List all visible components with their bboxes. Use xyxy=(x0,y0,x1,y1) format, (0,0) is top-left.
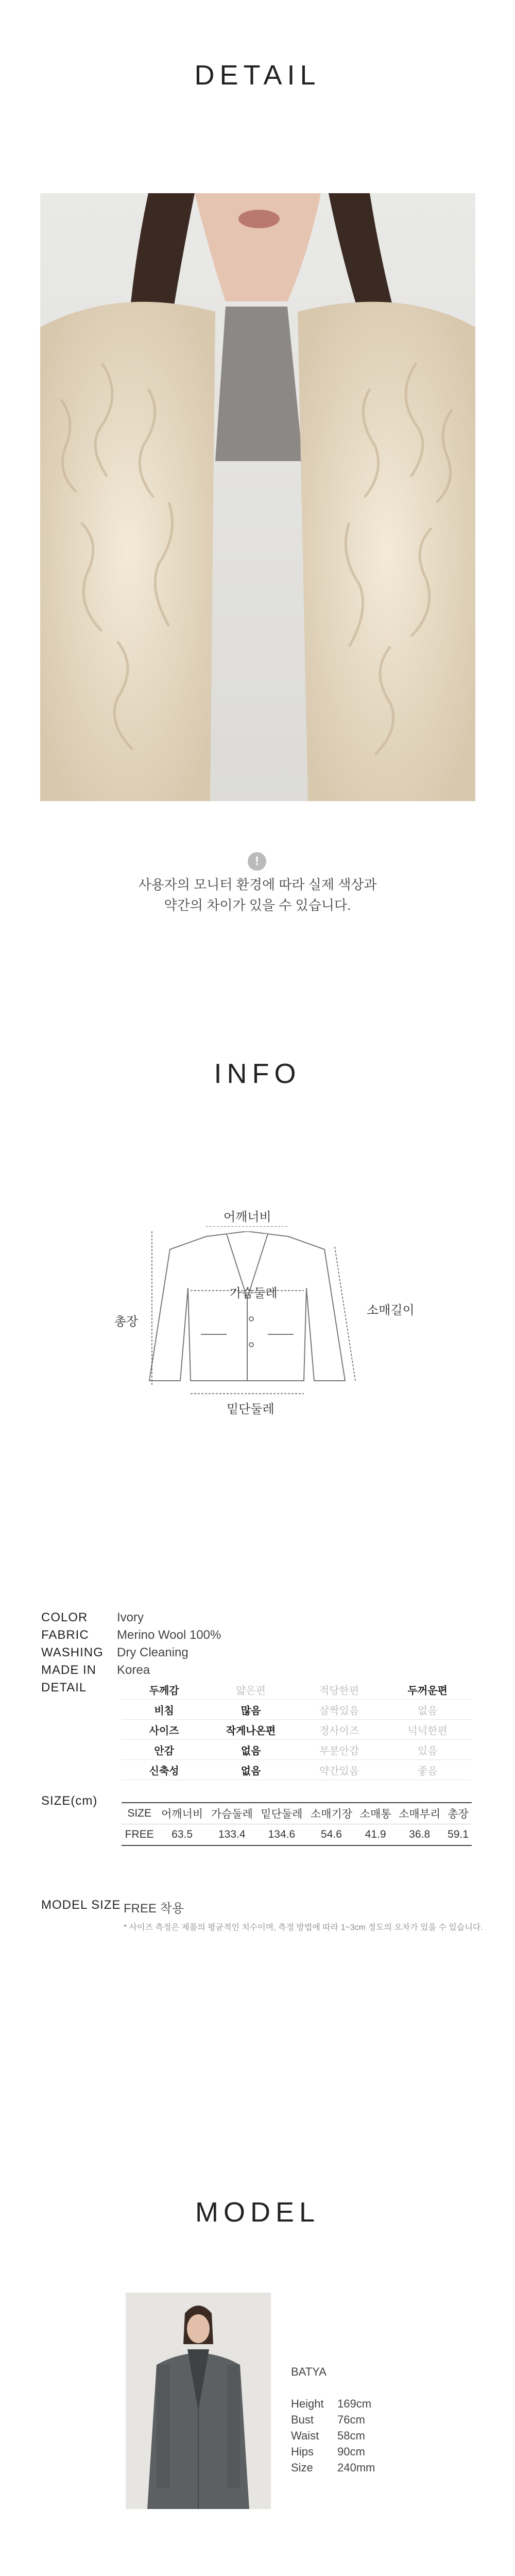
model-title: MODEL xyxy=(195,2197,320,2228)
model-stat-key: Hips xyxy=(291,2445,314,2458)
size-table xyxy=(122,1802,472,1846)
detail-photo xyxy=(40,193,475,801)
detail-row xyxy=(122,1720,472,1740)
detail-option: 넉넉한편 xyxy=(383,1720,472,1740)
spec-key-color: COLOR xyxy=(41,1611,88,1624)
info-title: INFO xyxy=(214,1058,301,1089)
detail-title: DETAIL xyxy=(194,60,321,91)
spec-value-madein: Korea xyxy=(117,1663,150,1677)
size-header-cell: 어깨너비 xyxy=(157,1803,207,1824)
spec-key-madein: MADE IN xyxy=(41,1663,97,1677)
detail-note-line2: 약간의 차이가 있을 수 있습니다. xyxy=(164,897,351,913)
spec-value-fabric: Merino Wool 100% xyxy=(117,1628,221,1642)
model-stat-key: Bust xyxy=(291,2413,314,2426)
size-header-cell: 소매통 xyxy=(356,1803,395,1824)
detail-option: 있음 xyxy=(383,1740,472,1760)
sleeve-label: 소매길이 xyxy=(367,1303,415,1317)
measure-lines xyxy=(0,1226,515,1396)
size-cell: 36.8 xyxy=(394,1824,444,1846)
detail-row-label: 신축성 xyxy=(122,1760,207,1780)
model-stat-key: Height xyxy=(291,2397,324,2410)
hem-label: 밑단둘레 xyxy=(227,1402,274,1416)
detail-option: 없음 xyxy=(383,1700,472,1720)
detail-option-selected: 없음 xyxy=(207,1740,295,1760)
size-cell: 134.6 xyxy=(257,1824,307,1846)
model-name: BATYA xyxy=(291,2365,327,2378)
shoulder-label: 어깨너비 xyxy=(224,1210,271,1224)
size-cell: 59.1 xyxy=(444,1824,472,1846)
model-photo xyxy=(126,2293,271,2509)
size-label: SIZE(cm) xyxy=(41,1794,98,1808)
detail-option-selected: 작게나온편 xyxy=(207,1720,295,1740)
length-label: 총장 xyxy=(114,1315,139,1329)
spec-key-washing: WASHING xyxy=(41,1646,104,1659)
model-stat-value: 58cm xyxy=(337,2429,365,2442)
detail-row-label: 안감 xyxy=(122,1740,207,1760)
model-stat-value: 169cm xyxy=(337,2397,372,2410)
spec-value-color: Ivory xyxy=(117,1611,144,1624)
detail-note-line1: 사용자의 모니터 환경에 따라 실제 색상과 xyxy=(138,877,377,892)
spec-value-washing: Dry Cleaning xyxy=(117,1646,188,1659)
detail-row xyxy=(122,1700,472,1720)
detail-option: 부분안감 xyxy=(295,1740,384,1760)
detail-option: 약간있음 xyxy=(295,1760,384,1780)
size-header-cell: 소매부리 xyxy=(394,1803,444,1824)
detail-option-selected: 두꺼운편 xyxy=(383,1680,472,1700)
model-stat-value: 240mm xyxy=(337,2461,375,2474)
detail-option: 얇은편 xyxy=(207,1680,295,1700)
model-stat-key: Size xyxy=(291,2461,313,2474)
measure-note: * 사이즈 측정은 제품의 평균적인 치수이며, 측정 방법에 따라 1~3cm 정도의 오차가 있을 수 있습니다. xyxy=(124,1923,483,1932)
size-header-cell: SIZE xyxy=(122,1803,157,1824)
detail-row-label: 사이즈 xyxy=(122,1720,207,1740)
spec-key-detail: DETAIL xyxy=(41,1681,87,1694)
size-header-cell: 소매기장 xyxy=(306,1803,356,1824)
model-size-value: FREE 착용 xyxy=(124,1902,184,1916)
size-cell: 133.4 xyxy=(207,1824,257,1846)
size-header-cell: 총장 xyxy=(444,1803,472,1824)
size-header-cell: 밑단둘레 xyxy=(257,1803,307,1824)
detail-option: 살짝있음 xyxy=(295,1700,384,1720)
size-row xyxy=(122,1824,472,1846)
detail-option-selected: 많음 xyxy=(207,1700,295,1720)
detail-option: 정사이즈 xyxy=(295,1720,384,1740)
detail-row-label: 비침 xyxy=(122,1700,207,1720)
model-size-label: MODEL SIZE xyxy=(41,1898,121,1912)
model-stat-value: 76cm xyxy=(337,2413,365,2426)
chest-label: 가슴둘레 xyxy=(230,1286,278,1300)
detail-option-selected: 없음 xyxy=(207,1760,295,1780)
size-cell: 54.6 xyxy=(306,1824,356,1846)
size-header-row xyxy=(122,1803,472,1824)
detail-row xyxy=(122,1680,472,1700)
detail-option: 적당한편 xyxy=(295,1680,384,1700)
detail-table xyxy=(122,1680,472,1780)
size-cell: FREE xyxy=(122,1824,157,1846)
size-cell: 63.5 xyxy=(157,1824,207,1846)
detail-row xyxy=(122,1740,472,1760)
model-stat-value: 90cm xyxy=(337,2445,365,2458)
spec-key-fabric: FABRIC xyxy=(41,1628,89,1642)
size-cell: 41.9 xyxy=(356,1824,395,1846)
detail-option: 좋음 xyxy=(383,1760,472,1780)
size-header-cell: 가슴둘레 xyxy=(207,1803,257,1824)
info-icon: ! xyxy=(248,852,266,871)
detail-row xyxy=(122,1760,472,1780)
model-stat-key: Waist xyxy=(291,2429,319,2442)
detail-row-label: 두께감 xyxy=(122,1680,207,1700)
